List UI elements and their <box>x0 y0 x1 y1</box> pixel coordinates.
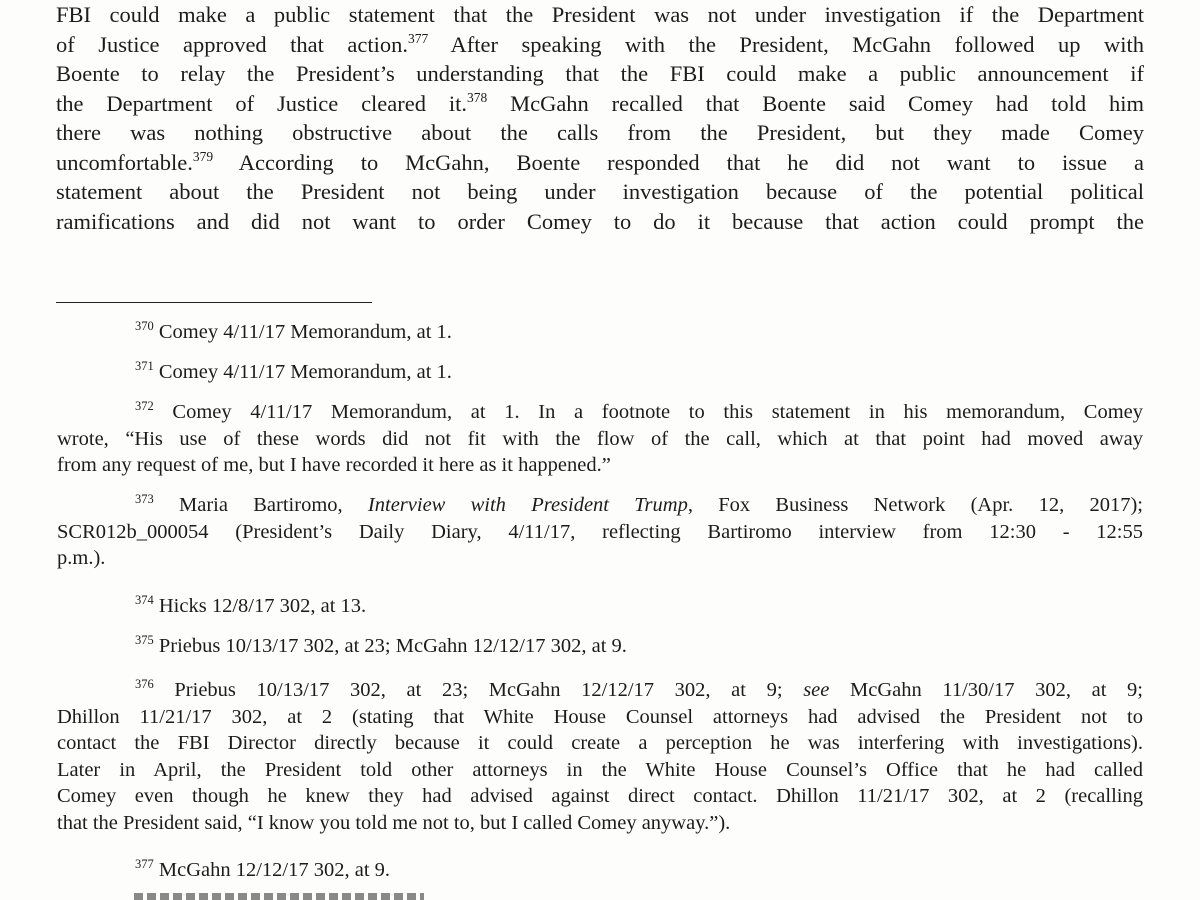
footnote-377 <box>57 857 1143 884</box>
body-line: there was nothing obstructive about the calls from the President, but they made Comey <box>56 120 1144 145</box>
footnote-ref-379[interactable]: 379 <box>192 148 214 164</box>
body-line: ramifications and did not want to order Comey to do it because that action could prompt the <box>56 208 1144 234</box>
footnote-line: that the President said, “I know you told me not to, but I called Comey anyway.”). <box>57 811 731 834</box>
footnote-line: $^{376}$ Priebus 10/13/17 302, at 23; McGahn 12/12/17 302, at 9; see McGahn 11/30/17 302, at 9; <box>135 677 1143 701</box>
footnote-number: 370 <box>135 319 154 333</box>
footnote-line: wrote, “His use of these words did not fit with the flow of the call, which at that point had moved away <box>57 427 1143 450</box>
body-line: of Justice approved that action.$^{377}$ After speaking with the President, McGahn followed up with <box>56 30 1144 57</box>
footnote-375 <box>57 633 1143 660</box>
footnote-374 <box>57 593 1143 620</box>
footnote-line: Later in April, the President told other attorneys in the White House Counsel’s Office that he had called <box>57 758 1143 781</box>
footnote-line: $^{370}$ Comey 4/11/17 Memorandum, at 1. <box>135 319 452 343</box>
footnote-number: 375 <box>135 633 154 647</box>
footnote-line: contact the FBI Director directly because it could create a perception he was interfering with investigations). <box>57 732 1143 754</box>
footnote-number: 377 <box>135 857 154 871</box>
footnote-line: $^{372}$ Comey 4/11/17 Memorandum, at 1. In a footnote to this statement in his memorandum, Comey <box>135 399 1143 423</box>
footnote-line: Dhillon 11/21/17 302, at 2 (stating that White House Counsel attorneys had advised the President not to <box>57 705 1143 728</box>
footnote-370 <box>57 319 1143 346</box>
footnote-371 <box>57 359 1143 386</box>
body-line: uncomfortable.$^{379}$ According to McGahn, Boente responded that he did not want to issue a <box>56 148 1144 175</box>
cropped-footnote-fragment <box>134 893 424 900</box>
footnote-number: 376 <box>135 677 154 691</box>
body-paragraph <box>56 0 1144 236</box>
footnote-line: Comey even though he knew they had advised against direct contact. Dhillon 11/21/17 302, at 2 (recalling <box>57 785 1143 807</box>
footnote-line: SCR012b_000054 (President’s Daily Diary, 4/11/17, reflecting Bartiromo interview from 12:30 - 12:55 <box>57 520 1143 543</box>
body-line: Boente to relay the President’s understanding that the FBI could make a public announcement if <box>56 61 1144 86</box>
footnote-line: $^{371}$ Comey 4/11/17 Memorandum, at 1. <box>135 359 452 383</box>
footnote-line: $^{374}$ Hicks 12/8/17 302, at 13. <box>135 593 367 617</box>
footnote-line: $^{373}$ Maria Bartiromo, Interview with President Trump, Fox Business Network (Apr. 12, 2017); <box>135 492 1143 516</box>
footnote-number: 371 <box>135 359 154 373</box>
body-line: the Department of Justice cleared it.$^{378}$ McGahn recalled that Boente said Comey had told him <box>56 89 1144 116</box>
footnote-number: 373 <box>135 492 154 506</box>
signal-word: see <box>803 679 830 701</box>
body-line: FBI could make a public statement that the President was not under investigation if the Department <box>56 2 1144 27</box>
footnote-line: $^{377}$ McGahn 12/12/17 302, at 9. <box>135 857 391 881</box>
cited-work-title: Interview with President Trump <box>367 494 688 516</box>
footnote-373 <box>57 492 1143 572</box>
body-line: statement about the President not being under investigation because of the potential political <box>56 179 1144 204</box>
footnote-376 <box>57 677 1143 836</box>
footnote-ref-377[interactable]: 377 <box>408 30 429 46</box>
footnote-separator <box>56 302 372 303</box>
footnote-372 <box>57 399 1143 479</box>
footnote-ref-378[interactable]: 378 <box>466 89 488 105</box>
footnote-line: p.m.). <box>57 547 106 569</box>
footnote-number: 372 <box>135 399 154 413</box>
footnote-line: $^{375}$ Priebus 10/13/17 302, at 23; McGahn 12/12/17 302, at 9. <box>135 633 627 657</box>
footnote-number: 374 <box>135 593 154 607</box>
footnote-line: from any request of me, but I have recorded it here as it happened.” <box>57 454 611 476</box>
